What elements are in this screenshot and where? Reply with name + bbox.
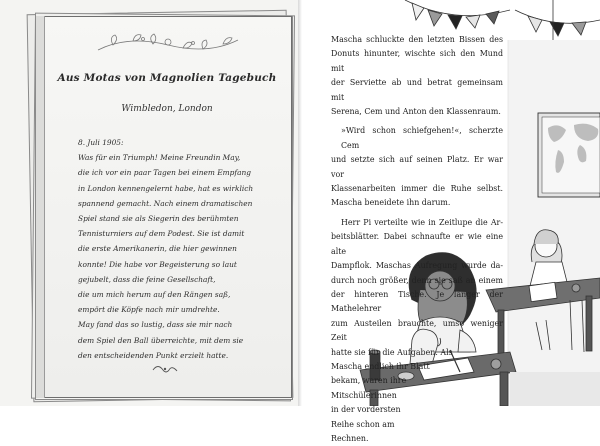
diary-line: Tennisturniers auf dem Podest. Sie ist damit — [78, 229, 245, 239]
story-line: Herr Pi verteilte wie in Zeitlupe die Ar- — [341, 217, 503, 227]
bunting-garland — [405, 0, 600, 36]
story-line: Mascha beneidete ihn darum. — [331, 198, 451, 208]
story-line: Reihe schon am — [331, 419, 395, 429]
story-line: »Wird schon schiefgehen!«, scherzte Cem — [341, 126, 503, 150]
story-line: Mitschülerinnen — [331, 390, 397, 400]
floral-ornament-icon — [88, 30, 248, 60]
story-line: Mascha endlich ihr Blatt — [331, 361, 430, 371]
story-line: durch noch größer, denn sie saß an einem — [331, 275, 503, 285]
story-line: zum Austeilen brauchte, umso weniger Zeit — [331, 318, 503, 343]
diary-line: die ich vor ein paar Tagen bei einem Empfang — [78, 168, 251, 178]
diary-line: den entscheidenden Punkt erzielt hatte. — [78, 350, 229, 360]
story-line: der hinteren Tische. Je länger der Mathelehrer — [331, 289, 503, 314]
diary-line: in London kennengelernt habe, hat es wirklich — [78, 183, 254, 193]
diary-line: 8. Juli 1905: — [78, 138, 124, 147]
diary-line: empört die Köpfe nach mir umdrehte. — [78, 305, 220, 315]
story-line: beitsblätter. Dabei schnaufte er wie eine alte — [331, 232, 503, 256]
diary-title: Aus Motas von Magnolien Tagebuch — [57, 72, 277, 84]
story-line: und setzte sich auf seinen Platz. Er war vor — [331, 155, 503, 179]
flourish-icon — [150, 362, 180, 376]
diary-line: die erste Amerikanerin, die hier gewinnen — [78, 244, 237, 254]
story-line: in der vordersten — [331, 405, 401, 415]
diary-line: May fand das so lustig, dass sie mir nach — [78, 320, 233, 330]
diary-line: Spiel stand sie als Siegerin des berühmten — [78, 214, 239, 224]
diary-spine — [36, 16, 45, 398]
diary-line: dem Spiel den Ball überreichte, mit dem sie — [78, 335, 244, 345]
story-text — [331, 33, 503, 446]
story-line: Mascha schluckte den letzten Bissen des — [331, 35, 503, 44]
story-line: bekam, waren ihre — [331, 376, 407, 386]
world-map — [538, 113, 600, 197]
diary-entry — [78, 135, 283, 363]
story-line: Serena, Cem und Anton den Klassenraum. — [331, 107, 501, 117]
story-line: Rechnen. — [331, 433, 369, 443]
diary-line: Was für ein Triumph! Meine Freundin May, — [78, 153, 241, 163]
diary-line: spannend gemacht. Nach einem dramatischen — [78, 198, 253, 208]
story-line: Klassenarbeiten immer die Ruhe selbst. — [331, 184, 503, 194]
diary-line: die um mich herum auf den Rängen saß, — [78, 290, 231, 300]
diary-location: Wimbledon, London — [121, 104, 213, 114]
story-line: hatte sie für die Aufgaben. Als — [331, 347, 453, 357]
diary-line: gejubelt, dass die feine Gesellschaft, — [78, 274, 216, 284]
diary-line: konnte! Die habe vor Begeisterung so laut — [78, 259, 237, 269]
story-line: Dampflok. Maschas Aufregung wurde da- — [331, 261, 503, 271]
story-line: Donuts hinunter, wischte sich den Mund mit — [331, 49, 503, 73]
story-line: der Serviette ab und betrat gemeinsam mit — [331, 78, 503, 102]
